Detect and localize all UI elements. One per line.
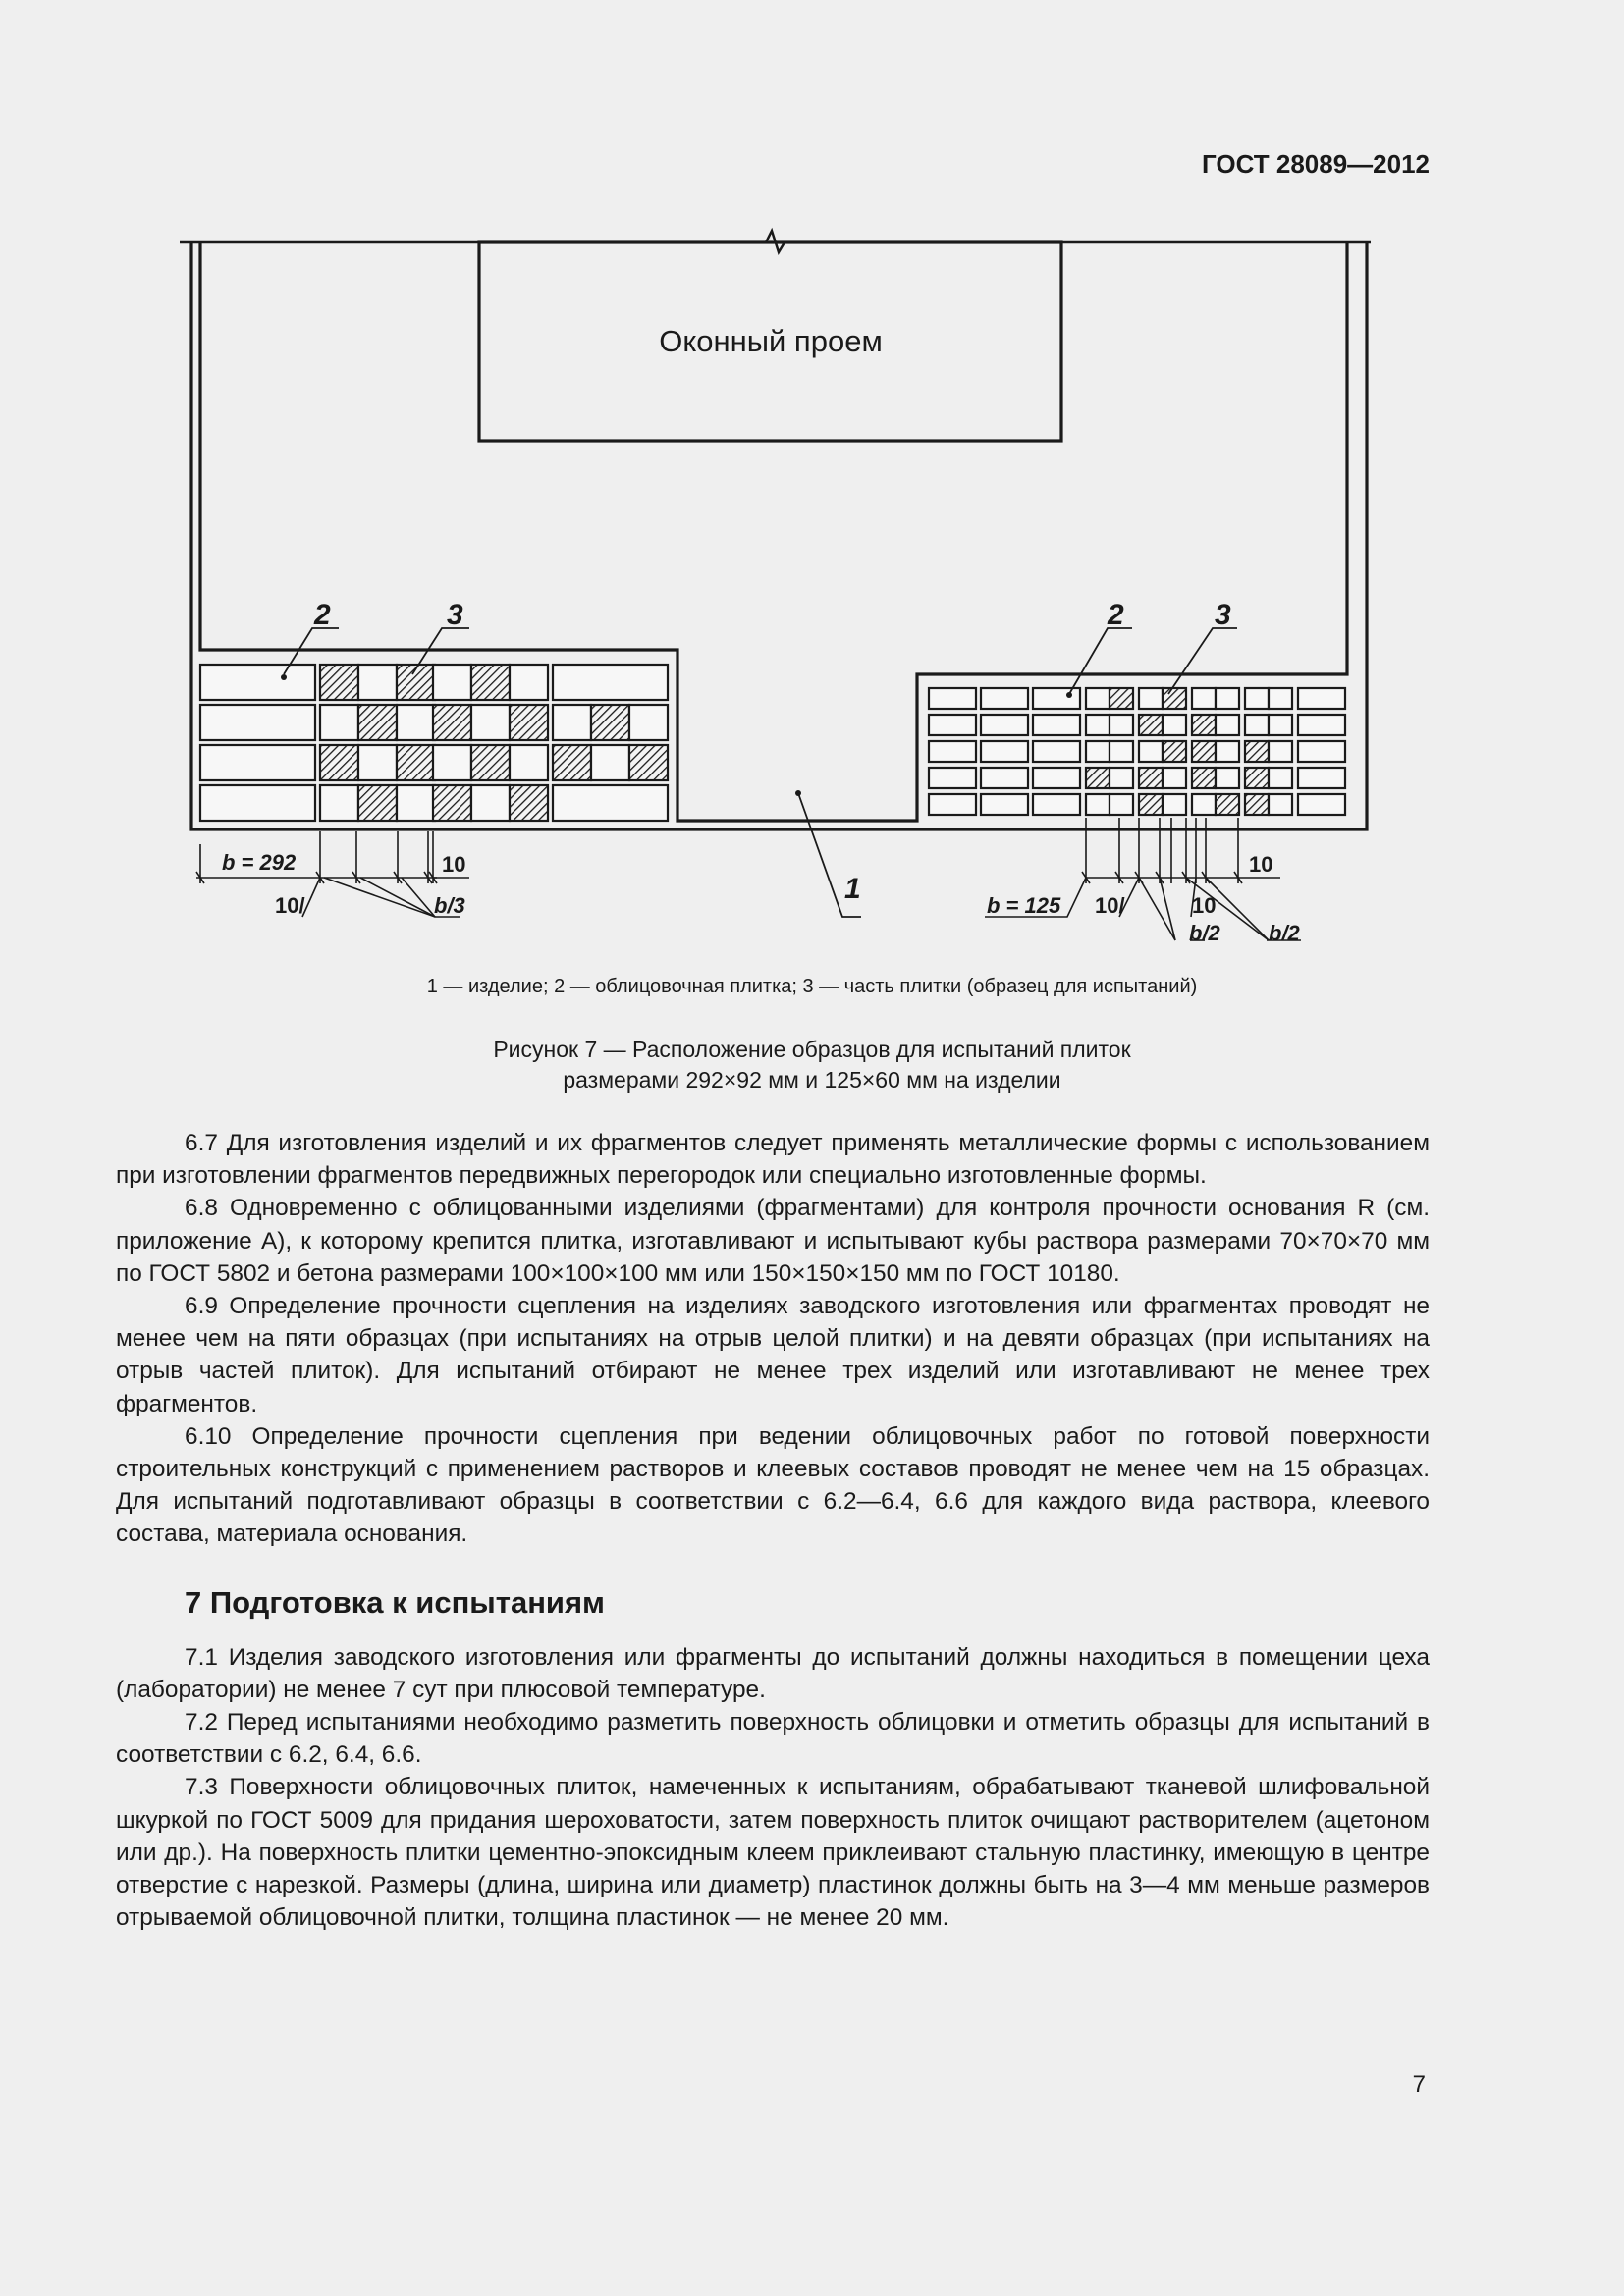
tile-part (1245, 715, 1269, 735)
paragraph-6-9: 6.9 Определение прочности сцепления на изделиях заводского изготовления или фрагментах проводят не менее чем на пяти образцах (при испытаниях на отрыв целой плитки) и на девяти образцах (при испытаниях на отрыв частей плиток). Для испытаний отбирают не менее трех изделий или изготавливают не менее трех фрагментов. (116, 1293, 1430, 1417)
test-sample-tile-part (1192, 715, 1216, 735)
tile-part (433, 665, 471, 700)
tile-part (510, 665, 548, 700)
test-sample-tile-part (1245, 741, 1269, 762)
tile (200, 665, 315, 700)
tile (1033, 794, 1080, 815)
tile (553, 665, 668, 700)
tile-part (433, 745, 471, 780)
tile-part (1216, 741, 1239, 762)
test-sample-tile-part (1216, 794, 1239, 815)
tile-label-dot (1066, 692, 1072, 698)
tile-part (1163, 715, 1186, 735)
tile-part (1110, 794, 1133, 815)
tile (981, 715, 1028, 735)
test-sample-tile-part (1245, 794, 1269, 815)
tile (981, 688, 1028, 709)
tile-part (629, 705, 668, 740)
test-sample-tile-part (433, 705, 471, 740)
left-part-label: 3 (447, 599, 463, 631)
tile-part (358, 665, 397, 700)
tile-part (1086, 715, 1110, 735)
right-dimensions (985, 818, 1301, 940)
tile-part (1110, 715, 1133, 735)
test-sample-tile-part (358, 785, 397, 821)
right-gap-label-c: 10 (1249, 852, 1273, 877)
paragraph-6-10: 6.10 Определение прочности сцепления при ведении облицовочных работ по готовой поверхности строительных конструкций с применением растворов и клеевых составов проводят не менее чем на 15 образцах. Для испытаний подготавливают образцы в соответствии с 6.2—6.4, 6.6 для каждого вида раствора, клеевого состава, материала основания. (116, 1422, 1430, 1548)
right-tile-panel (929, 688, 1345, 815)
tile-part (1269, 715, 1292, 735)
test-sample-tile-part (1192, 768, 1216, 788)
test-sample-tile-part (510, 705, 548, 740)
test-sample-tile-part (320, 745, 358, 780)
tile-part (1192, 688, 1216, 709)
right-part-label-b: b/2 (1269, 921, 1300, 945)
tile (200, 785, 315, 821)
tile-part (510, 745, 548, 780)
figure-caption-line-2: размерами 292×92 мм и 125×60 мм на изделии (563, 1067, 1061, 1093)
tile-part (553, 705, 591, 740)
right-gap-label-a: 10/ (1095, 893, 1125, 918)
test-sample-tile-part (591, 705, 629, 740)
tile (981, 741, 1028, 762)
test-sample-tile-part (358, 705, 397, 740)
right-part-label: 3 (1215, 599, 1231, 631)
figure-caption (0, 1035, 1624, 1095)
left-tile-panel (200, 665, 668, 821)
tile-part (1110, 768, 1133, 788)
test-sample-tile-part (1245, 768, 1269, 788)
paragraph-7-1: 7.1 Изделия заводского изготовления или фрагменты до испытаний должны находиться в помещении цеха (лаборатории) не менее 7 сут при плюсовой температуре. (116, 1643, 1430, 1703)
tile-part (1086, 741, 1110, 762)
right-b-label: b = 125 (987, 893, 1061, 918)
tile (929, 741, 976, 762)
right-part-label-a: b/2 (1189, 921, 1220, 945)
tile (1298, 688, 1345, 709)
test-sample-tile-part (1139, 715, 1163, 735)
tile-part (1216, 768, 1239, 788)
tile (1033, 715, 1080, 735)
paragraph-7-3: 7.3 Поверхности облицовочных плиток, намеченных к испытаниям, обрабатывают тканевой шлифовальной шкуркой по ГОСТ 5009 для придания шероховатости, затем поверхность плиток очищают растворителем (ацетоном или др.). На поверхность плитки цементно-эпоксидным клеем приклеивают стальную пластинку, имеющую в центре отверстие с нарезкой. Размеры (длина, ширина или диаметр) пластинок должны быть на 3—4 мм меньше размеров отрываемой облицовочной плитки, толщина пластинок — не менее 20 мм. (116, 1774, 1430, 1932)
tile (1033, 768, 1080, 788)
tile-part (1163, 768, 1186, 788)
test-sample-tile-part (397, 745, 435, 780)
document-code: ГОСТ 28089—2012 (1202, 149, 1430, 179)
left-gap-label-bottom: 10/ (275, 893, 305, 918)
tile (929, 715, 976, 735)
test-sample-tile-part (1110, 688, 1133, 709)
paragraph-6-7: 6.7 Для изготовления изделий и их фрагментов следует применять металлические формы с использованием при изготовлении фрагментов передвижных перегородок или специально изготовленные формы. (116, 1130, 1430, 1190)
tile-part (1110, 741, 1133, 762)
figure-7-diagram (0, 0, 1624, 982)
section-7-heading: 7 Подготовка к испытаниям (185, 1584, 605, 1620)
tile-label-dot (281, 674, 287, 680)
tile (200, 705, 315, 740)
tile-part (1163, 794, 1186, 815)
tile-part (1139, 741, 1163, 762)
tile-part (1269, 768, 1292, 788)
tile-part (397, 785, 435, 821)
figure-caption-line-1: Рисунок 7 — Расположение образцов для испытаний плиток (493, 1037, 1131, 1062)
left-b-label: b = 292 (222, 850, 297, 875)
product-label: 1 (844, 873, 861, 905)
test-sample-tile-part (510, 785, 548, 821)
tile (1033, 741, 1080, 762)
tile-part (1269, 794, 1292, 815)
test-sample-tile-part (320, 665, 358, 700)
tile-part (397, 705, 435, 740)
tile-part (1269, 741, 1292, 762)
figure-legend: 1 — изделие; 2 — облицовочная плитка; 3 — часть плитки (образец для испытаний) (426, 976, 1198, 997)
tile-part (1269, 688, 1292, 709)
test-sample-tile-part (1086, 768, 1110, 788)
test-sample-tile-part (471, 745, 510, 780)
product-label-dot (795, 790, 801, 796)
tile (929, 768, 976, 788)
left-gap-label-top: 10 (442, 852, 466, 877)
tile-part (1192, 794, 1216, 815)
left-part-size-label: b/3 (434, 893, 465, 918)
page-number: 7 (1412, 2071, 1426, 2098)
tile (1298, 741, 1345, 762)
tile-part (1216, 715, 1239, 735)
tile (1298, 768, 1345, 788)
tile-part (358, 745, 397, 780)
tile-part (471, 705, 510, 740)
tile (929, 794, 976, 815)
tile (200, 745, 315, 780)
tile-part (1216, 688, 1239, 709)
tile (929, 688, 976, 709)
test-sample-tile-part (433, 785, 471, 821)
test-sample-tile-part (1163, 741, 1186, 762)
tile (553, 785, 668, 821)
test-sample-tile-part (471, 665, 510, 700)
right-gap-label-b: 10 (1192, 893, 1217, 918)
tile-part (320, 705, 358, 740)
paragraph-7-2: 7.2 Перед испытаниями необходимо разметить поверхность облицовки и отметить образцы для испытаний в соответствии с 6.2, 6.4, 6.6. (116, 1709, 1430, 1769)
right-tile-label: 2 (1108, 599, 1124, 631)
window-label: Оконный проем (659, 324, 883, 358)
test-sample-tile-part (1192, 741, 1216, 762)
tile (1298, 794, 1345, 815)
tile-part (591, 745, 629, 780)
tile-part (1086, 794, 1110, 815)
tile-part (1086, 688, 1110, 709)
tile (981, 794, 1028, 815)
tile-part (320, 785, 358, 821)
tile-part (1139, 688, 1163, 709)
tile (1033, 688, 1080, 709)
paragraph-6-8: 6.8 Одновременно с облицованными изделиями (фрагментами) для контроля прочности основания R (см. приложение А), к которому крепится плитка, изготавливают и испытывают кубы раствора размерами 70×70×70 мм по ГОСТ 5802 и бетона размерами 100×100×100 мм или 150×150×150 мм по ГОСТ 10180. (116, 1195, 1430, 1287)
body-text (116, 1127, 1430, 1934)
test-sample-tile-part (1139, 768, 1163, 788)
tile-part (471, 785, 510, 821)
test-sample-tile-part (1139, 794, 1163, 815)
test-sample-tile-part (553, 745, 591, 780)
left-tile-label: 2 (314, 599, 331, 631)
test-sample-tile-part (629, 745, 668, 780)
tile (981, 768, 1028, 788)
tile (1298, 715, 1345, 735)
tile-part (1245, 688, 1269, 709)
test-sample-tile-part (1163, 688, 1186, 709)
